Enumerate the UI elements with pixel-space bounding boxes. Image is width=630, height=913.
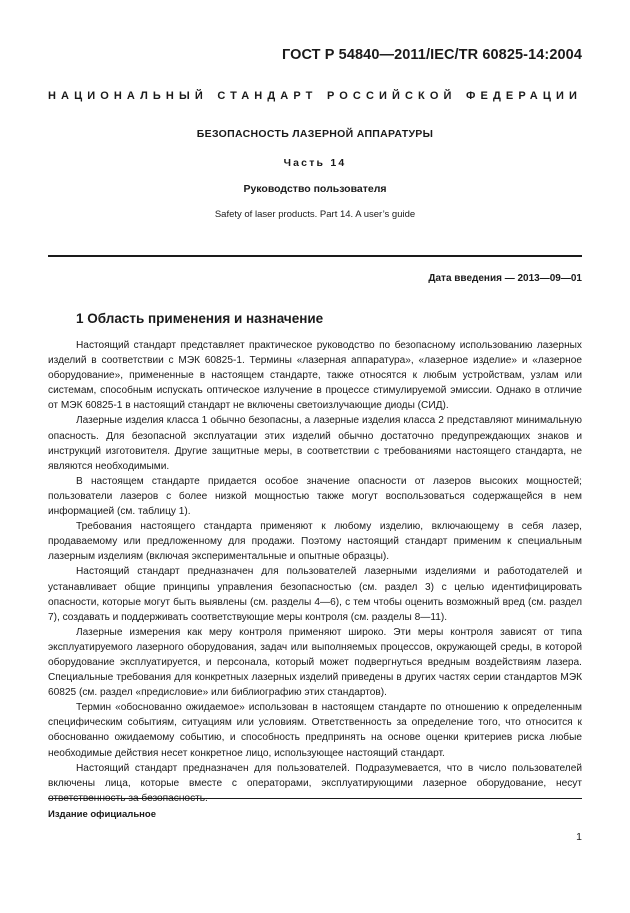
national-standard-banner: НАЦИОНАЛЬНЫЙ СТАНДАРТ РОССИЙСКОЙ ФЕДЕРАЦИИ [48,90,582,102]
section-heading: 1 Область применения и назначение [76,311,324,326]
paragraph: В настоящем стандарте придается особое значение опасности от лазеров высоких мощностей; пользователи лазеров с более низкой мощностью также могут воспользоваться содержащейся в нем информацией (см. таблицу 1). [48,475,582,518]
paragraph: Настоящий стандарт предназначен для пользователей лазерными изделиями и работодателей и устанавливает общие принципы управления безопасностью (см. раздел 3) с целью идентифицировать опасности, которые могут быть выявлены (см. разделы 4—6), с тем чтобы оценить возможный вред (см. раздел 7), создавать и поддерживать соответствующие меры контроля (см. разделы 8—11). [48,566,582,623]
effective-date: Дата введения — 2013—09—01 [428,273,582,284]
paragraph: Требования настоящего стандарта применяют к любому изделию, включающему в себя лазер, продаваемому или предложенному для продажи. Поэтому настоящий стандарт применим к специальным лазерным изделиям (включая экспериментальные и опытные образцы). [48,521,582,563]
header-divider [48,255,582,257]
section-body [48,338,582,806]
footer-divider [48,798,582,799]
paragraph: Настоящий стандарт предназначен для пользователей. Подразумевается, что в число пользователей включены лица, которые вместе с операторами, эксплуатирующими лазерное оборудование, несут ответственность за безопасность. [48,762,582,804]
english-title: Safety of laser products. Part 14. A user’s guide [214,209,416,220]
paragraph: Лазерные изделия класса 1 обычно безопасны, а лазерные изделия класса 2 представляют минимальную опасность. Для безопасной эксплуатации этих изделий обычно достаточно предупреждающих знаков и инструкций изготовителя. Другие защитные меры, в соответствии с требованиями настоящего стандарта, не являются необходимыми. [48,415,582,472]
paragraph: Настоящий стандарт представляет практическое руководство по безопасному использованию лазерных изделий в соответствии с МЭК 60825-1. Термины «лазерная аппаратура», «лазерное изделие» и «лазерное оборудование», примененные в настоящем стандарте, также относятся к любым устройствам, узлам или системам, способным испускать оптическое излучение в процессе стимулируемой эмиссии. Однако в отличие от МЭК 60825-1 в настоящий стандарт не включены светоизлучающие диоды (СИД). [48,340,582,412]
paragraph: Лазерные измерения как меру контроля применяют широко. Эти меры контроля зависят от типа эксплуатируемого лазерного оборудования, задач или выполняемых процессов, окружающей среды, в которой оборудование эксплуатируется, и персонала, который может подвергнуться вредным воздействиям лазера. Специальные требования для конкретных лазерных изделий приведены в других частях серии стандартов МЭК 60825 (см. раздел «предисловие» или библиографию этих стандартов). [48,626,582,699]
part-label: Часть 14 [283,157,347,169]
page-number: 1 [576,831,582,843]
standard-title: БЕЗОПАСНОСТЬ ЛАЗЕРНОЙ АППАРАТУРЫ [196,128,434,140]
paragraph: Термин «обоснованно ожидаемое» использован в настоящем стандарте по отношению к определенным специфическим событиям, ситуациям или условиям. Ответственность за определение того, что относится к обоснованно ожидаемому событию, и способность предпринять на основе оценки критериев риска любые необходимые действия несет конкретное лицо, использующее настоящий стандарт. [48,702,582,759]
document-code: ГОСТ Р 54840—2011/IEC/TR 60825-14:2004 [281,47,582,63]
standard-subtitle: Руководство пользователя [243,183,387,195]
edition-note: Издание официальное [48,809,156,820]
